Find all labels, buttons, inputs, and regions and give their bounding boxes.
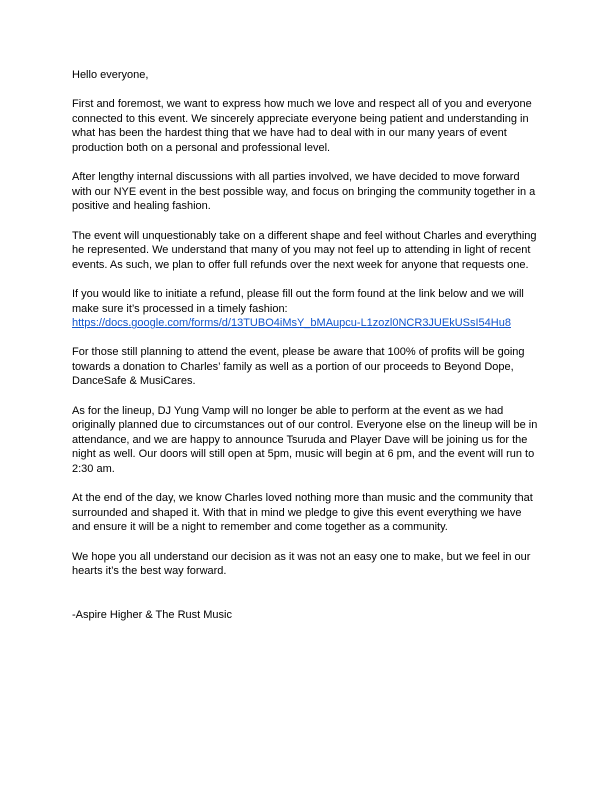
greeting: Hello everyone, <box>72 69 149 81</box>
refund-instructions-text: If you would like to initiate a refund, please fill out the form found at the link below and we will make sure it’s processed in a timely fashion: <box>72 287 524 315</box>
paragraph-lineup: As for the lineup, DJ Yung Vamp will no longer be able to perform at the event as we had originally planned due to circumstances out of our control. Everyone else on the lineup will be in attendance, and we are happy to announce Tsuruda and Player Dave will be joining us for the night as well. Our doors will still open at 5pm, music will begin at 6 pm, and the event will run to 2:30 am. <box>72 404 538 476</box>
paragraph-refund-instructions <box>72 287 542 331</box>
letter-page <box>72 68 542 637</box>
signature: -Aspire Higher & The Rust Music <box>72 608 232 621</box>
paragraph-appreciation: First and foremost, we want to express how much we love and respect all of you and everyone connected to this event. We sincerely appreciate everyone being patient and understanding in what has been the hardest thing that we have had to deal with in our many years of event production both on a personal and professional level. <box>72 98 532 154</box>
paragraph-donations: For those still planning to attend the event, please be aware that 100% of profits will be going towards a donation to Charles’ family as well as a portion of our proceeds to Beyond Dope, DanceSafe & MusiCares. <box>72 346 525 388</box>
spacer <box>72 593 542 608</box>
refund-form-link[interactable]: https://docs.google.com/forms/d/13TUBO4iMsY_bMAupcu-L1zozl0NCR3JUEkUSsI54Hu8 <box>72 317 511 330</box>
paragraph-final: We hope you all understand our decision as it was not an easy one to make, but we feel in our hearts it’s the best way forward. <box>72 550 531 578</box>
paragraph-decision: After lengthy internal discussions with all parties involved, we have decided to move forward with our NYE event in the best possible way, and focus on bringing the community together in a positive and healing fashion. <box>72 171 536 213</box>
paragraph-refunds: The event will unquestionably take on a different shape and feel without Charles and everything he represented. We understand that many of you may not feel up to attending in light of recent events. As such, we plan to offer full refunds over the next week for anyone that requests one. <box>72 229 537 271</box>
paragraph-closing: At the end of the day, we know Charles loved nothing more than music and the community that surrounded and shaped it. With that in mind we pledge to give this event everything we have and ensure it will be a night to remember and come together as a community. <box>72 492 533 534</box>
